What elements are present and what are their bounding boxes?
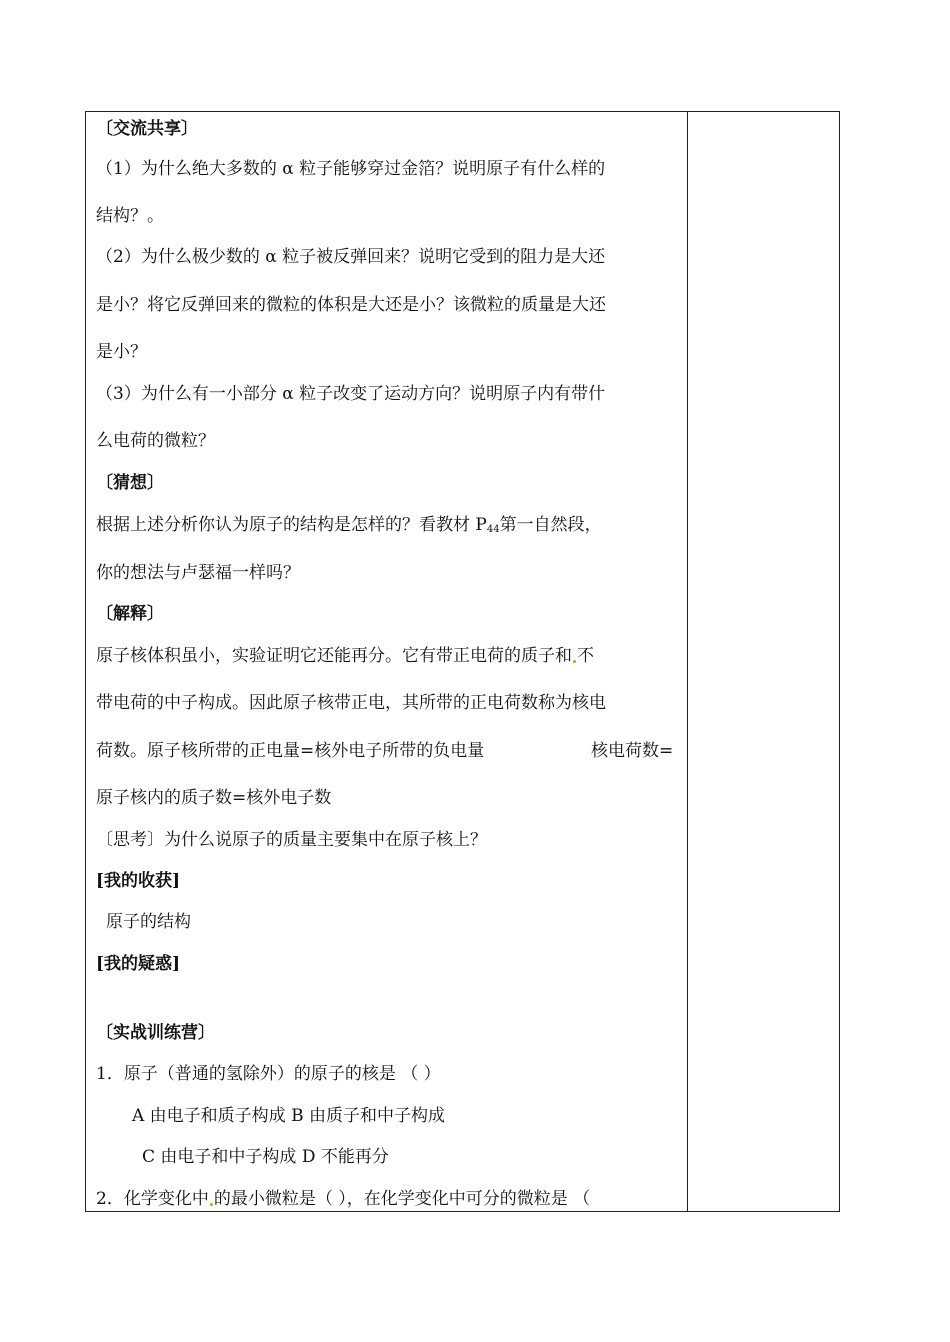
question-2-line-3: 是小？	[96, 342, 147, 362]
question-2-line-2: 是小？将它反弹回来的微粒的体积是大还是小？该微粒的质量是大还	[96, 295, 606, 315]
guess-line-1	[96, 514, 602, 541]
explain-line-3-right: 核电荷数=	[591, 741, 674, 761]
training-q2-text-post: 的最小微粒是（ ），在化学变化中可分的微粒是 （	[213, 1189, 591, 1209]
main-content-cell	[86, 112, 687, 1211]
explain-text-1b: 不	[577, 646, 594, 666]
edit-mark-dot	[573, 660, 576, 663]
gain-heading: [我的收获]	[96, 871, 181, 891]
guess-line-2: 你的想法与卢瑟福一样吗？	[96, 563, 300, 583]
training-q1-options-ab: A 由电子和质子构成 B 由质子和中子构成	[132, 1106, 445, 1126]
worksheet-table	[85, 111, 840, 1212]
explain-text-1a: 原子核体积虽小，实验证明它还能再分。它有带正电荷的质子和	[96, 646, 572, 666]
question-2-line-1: （2）为什么极少数的 α 粒子被反弹回来？说明它受到的阻力是大还	[96, 247, 606, 267]
edit-mark-dot	[210, 1203, 213, 1206]
page-subscript: 44	[486, 524, 500, 535]
gain-text: 原子的结构	[106, 912, 191, 932]
column-divider	[687, 112, 688, 1211]
training-q2-text-pre: 2．化学变化中	[96, 1189, 209, 1209]
question-1-line-1	[96, 158, 676, 180]
guess-text-post: 第一自然段，	[499, 515, 602, 535]
question-3-line-1: （3）为什么有一小部分 α 粒子改变了运动方向？说明原子内有带什	[96, 384, 606, 404]
question-3-line-2: 么电荷的微粒？	[96, 431, 215, 451]
question-1-line-2: 结构？。	[96, 206, 164, 226]
question-1-text-1: （1）为什么绝大多数的 α 粒子能够穿过金箔？说明原子有什么样的	[96, 159, 606, 179]
explain-line-2: 带电荷的中子构成。因此原子核带正电，其所带的正电荷数称为核电	[96, 693, 606, 713]
doubt-heading: [我的疑惑]	[96, 954, 181, 974]
guess-text-pre: 根据上述分析你认为原子的结构是怎样的？看教材 P	[96, 515, 487, 535]
guess-heading: 〔猜想〕	[96, 473, 164, 493]
explain-text-3a: 荷数。原子核所带的正电量=核外电子所带的负电量	[96, 741, 485, 761]
think-line: 〔思考〕为什么说原子的质量主要集中在原子核上？	[96, 830, 487, 850]
explain-heading: 〔解释〕	[96, 604, 164, 624]
exchange-heading: 〔交流共享〕	[96, 119, 198, 139]
training-q1-options-cd: C 由电子和中子构成 D 不能再分	[142, 1147, 389, 1167]
explain-line-4: 原子核内的质子数=核外电子数	[96, 788, 332, 808]
training-q2	[96, 1188, 590, 1210]
training-heading: 〔实战训练营〕	[96, 1023, 215, 1043]
training-q1: 1．原子（普通的氢除外）的原子的核是 （ ）	[96, 1064, 441, 1084]
explain-line-3	[96, 740, 484, 762]
explain-line-1	[96, 645, 594, 667]
